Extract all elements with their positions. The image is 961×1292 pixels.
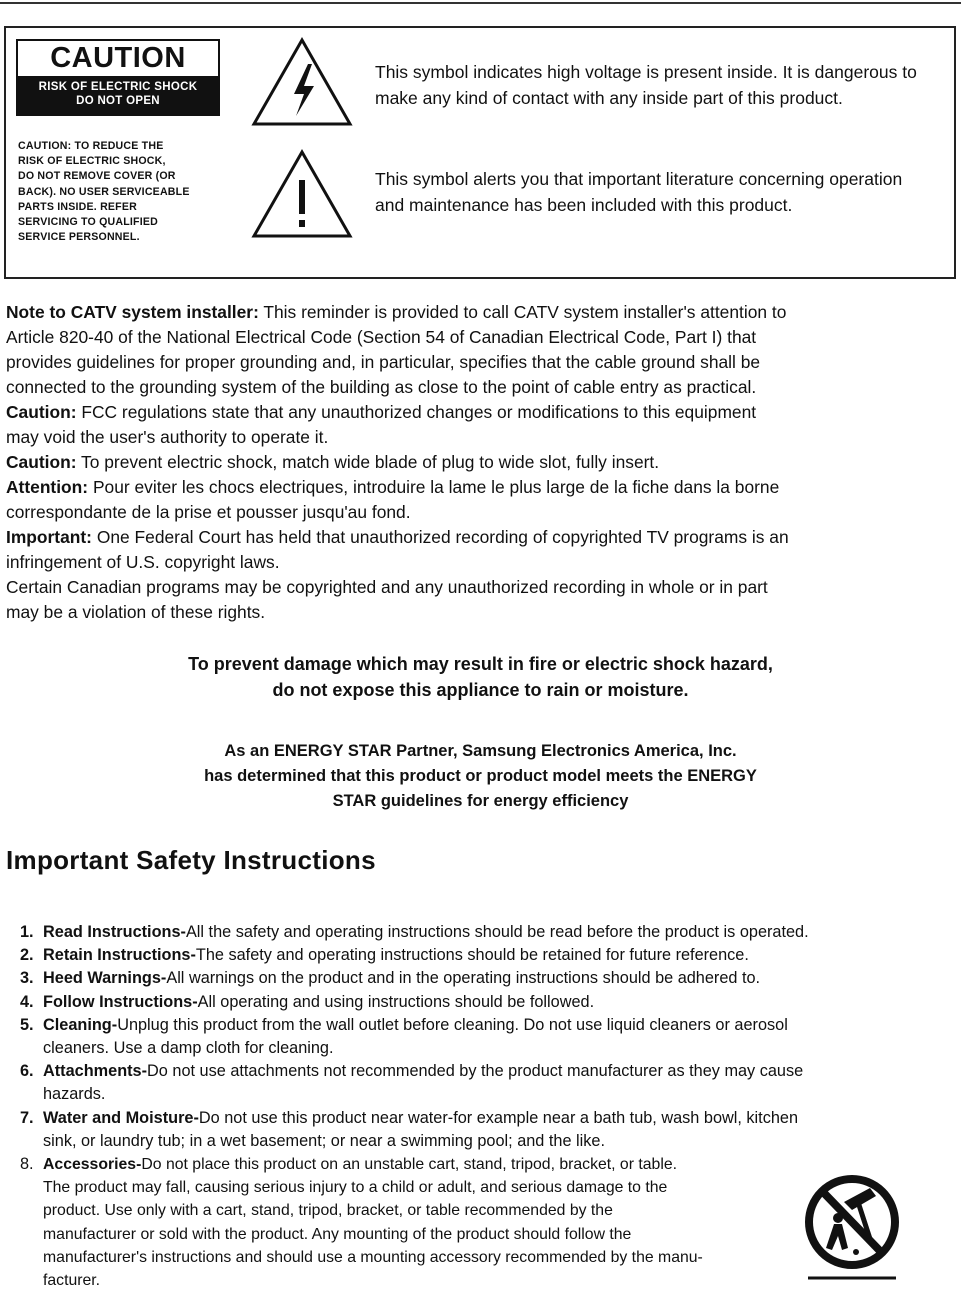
warning-line: do not expose this appliance to rain or moisture. [272,680,689,700]
instruction-item [20,921,955,944]
important-line: infringement of U.S. copyright laws. [6,552,280,572]
energy-line: As an ENERGY STAR Partner, Samsung Electronics America, Inc. [224,742,737,760]
energy-star-notice [0,739,961,814]
plug-label: Caution: [6,452,77,472]
instruction-number: 5. [20,1015,34,1034]
instruction-line: facturer. [43,1272,101,1290]
caution-text-line: DO NOT REMOVE COVER (OR [18,170,176,183]
caution-subtitle [18,76,218,114]
warning-line: To prevent damage which may result in fire or electric shock hazard, [188,654,773,674]
instruction-line: hazards. [43,1085,106,1104]
canadian-line: may be a violation of these rights. [6,602,266,622]
instruction-item [20,991,955,1014]
energy-line: STAR guidelines for energy efficiency [332,792,629,810]
instruction-title: Cleaning- [43,1015,118,1034]
exclamation-warning-icon [250,148,354,240]
caution-text-line: SERVICE PERSONNEL. [18,231,140,244]
instruction-title: Attachments- [43,1062,148,1081]
instruction-number: 2. [20,946,34,965]
instruction-item [20,1060,955,1106]
caution-text [18,139,230,245]
caution-text-line: SERVICING TO QUALIFIED [18,216,158,229]
cart-tip-over-warning-icon [804,1162,900,1284]
notices [6,300,956,625]
important-line [6,525,956,550]
section-heading: Important Safety Instructions [6,845,376,875]
instruction-title: Read Instructions- [43,923,186,941]
symbol-text-line: This symbol indicates high voltage is present inside. It is dangerous to [375,62,917,82]
instruction-text: All warnings on the product and in the operating instructions should be adhered to. [166,969,761,988]
instruction-line [43,967,955,990]
plug-text: To prevent electric shock, match wide blade of plug to wide slot, fully insert. [76,452,660,472]
high-voltage-description [375,59,955,111]
plug-line [6,450,956,475]
instruction-text: Do not use attachments not recommended by the product manufacturer as they may cause [147,1062,804,1081]
important-label: Important: [6,527,92,547]
instruction-number: 3. [20,969,34,988]
instruction-title: Follow Instructions- [43,992,198,1011]
instruction-text: All operating and using instructions should be followed. [197,992,595,1011]
caution-label [16,39,220,116]
fcc-line: may void the user's authority to operate it. [6,427,329,447]
instruction-title: Water and Moisture- [43,1108,199,1127]
instruction-line: cleaners. Use a damp cloth for cleaning. [43,1039,334,1058]
instruction-line [43,944,955,967]
attention-label: Attention: [6,477,89,497]
instruction-number: 4. [20,992,34,1011]
symbol-text-line: make any kind of contact with any inside part of this product. [375,88,843,108]
caution-title: CAUTION [50,42,186,74]
instruction-item [20,967,955,990]
instruction-text: Unplug this product from the wall outlet before cleaning. Do not use liquid cleaners or aerosol [117,1015,788,1034]
instruction-line [43,991,955,1014]
exclamation-description [375,166,955,218]
caution-text-line: PARTS INSIDE. REFER [18,200,137,213]
instruction-line [43,1107,955,1130]
fcc-label: Caution: [6,402,77,422]
instruction-number: 1. [20,923,34,941]
instruction-text: Do not place this product on an unstable cart, stand, tripod, bracket, or table. [141,1156,678,1174]
attention-line [6,475,956,500]
instruction-number: 7. [20,1108,34,1127]
catv-line: connected to the grounding system of the building as close to the point of cable entry as practical. [6,377,757,397]
instruction-line [43,1060,955,1083]
caution-text-line: CAUTION: TO REDUCE THE [18,140,164,152]
caution-subtitle-line-2: DO NOT OPEN [76,95,160,107]
instruction-title: Heed Warnings- [43,969,167,988]
instruction-line: manufacturer's instructions and should use a mounting accessory recommended by the manu- [43,1248,703,1266]
instruction-text: Do not use this product near water-for example near a bath tub, wash bowl, kitchen [198,1108,799,1127]
catv-line: provides guidelines for proper grounding and, in particular, specifies that the cable ground shall be [6,352,761,372]
attention-text: Pour eviter les chocs electriques, introduire la lame le plus large de la fiche dans la borne [88,477,780,497]
instruction-title: Accessories- [43,1156,142,1174]
symbol-text-line: This symbol alerts you that important literature concerning operation [375,169,903,189]
instruction-item [20,944,955,967]
attention-line: correspondante de la prise et pousser jusqu'au fond. [6,502,411,522]
catv-line: Article 820-40 of the National Electrical Code (Section 54 of Canadian Electrical Code, Part I) that [6,327,757,347]
instruction-line [43,1014,955,1037]
catv-text: This reminder is provided to call CATV system installer's attention to [258,302,787,322]
caution-text-line: RISK OF ELECTRIC SHOCK, [18,155,166,168]
top-rule [0,2,961,4]
instruction-text: The safety and operating instructions should be retained for future reference. [195,946,749,965]
instruction-line: manufacturer or sold with the product. Any mounting of the product should follow the [43,1225,632,1243]
canadian-line: Certain Canadian programs may be copyrighted and any unauthorized recording in whole or in part [6,577,768,597]
catv-line [6,300,956,325]
instruction-line: sink, or laundry tub; in a wet basement; or near a swimming pool; and the like. [43,1131,605,1150]
caution-subtitle-line-1: RISK OF ELECTRIC SHOCK [38,81,198,93]
rain-moisture-warning [0,651,961,703]
instruction-number: 6. [20,1062,34,1081]
instruction-text: All the safety and operating instructions should be read before the product is operated. [185,923,809,941]
symbol-text-line: and maintenance has been included with this product. [375,195,793,215]
caution-box [4,26,956,279]
important-text: One Federal Court has held that unauthorized recording of copyrighted TV programs is an [91,527,789,547]
caution-text-line: BACK). NO USER SERVICEABLE [18,185,190,198]
catv-label: Note to CATV system installer: [6,302,259,322]
fcc-line [6,400,956,425]
instruction-line: The product may fall, causing serious injury to a child or adult, and serious damage to the [43,1179,668,1197]
fcc-text: FCC regulations state that any unauthorized changes or modifications to this equipment [76,402,757,422]
high-voltage-warning-icon [250,36,354,128]
instruction-title: Retain Instructions- [43,946,196,965]
instruction-number: 8. [20,1155,34,1174]
instruction-item [20,1014,955,1060]
instruction-line: product. Use only with a cart, stand, tripod, bracket, or table recommended by the [43,1202,613,1220]
energy-line: has determined that this product or product model meets the ENERGY [204,767,757,785]
instruction-line [43,921,955,944]
instruction-item [20,1107,955,1153]
